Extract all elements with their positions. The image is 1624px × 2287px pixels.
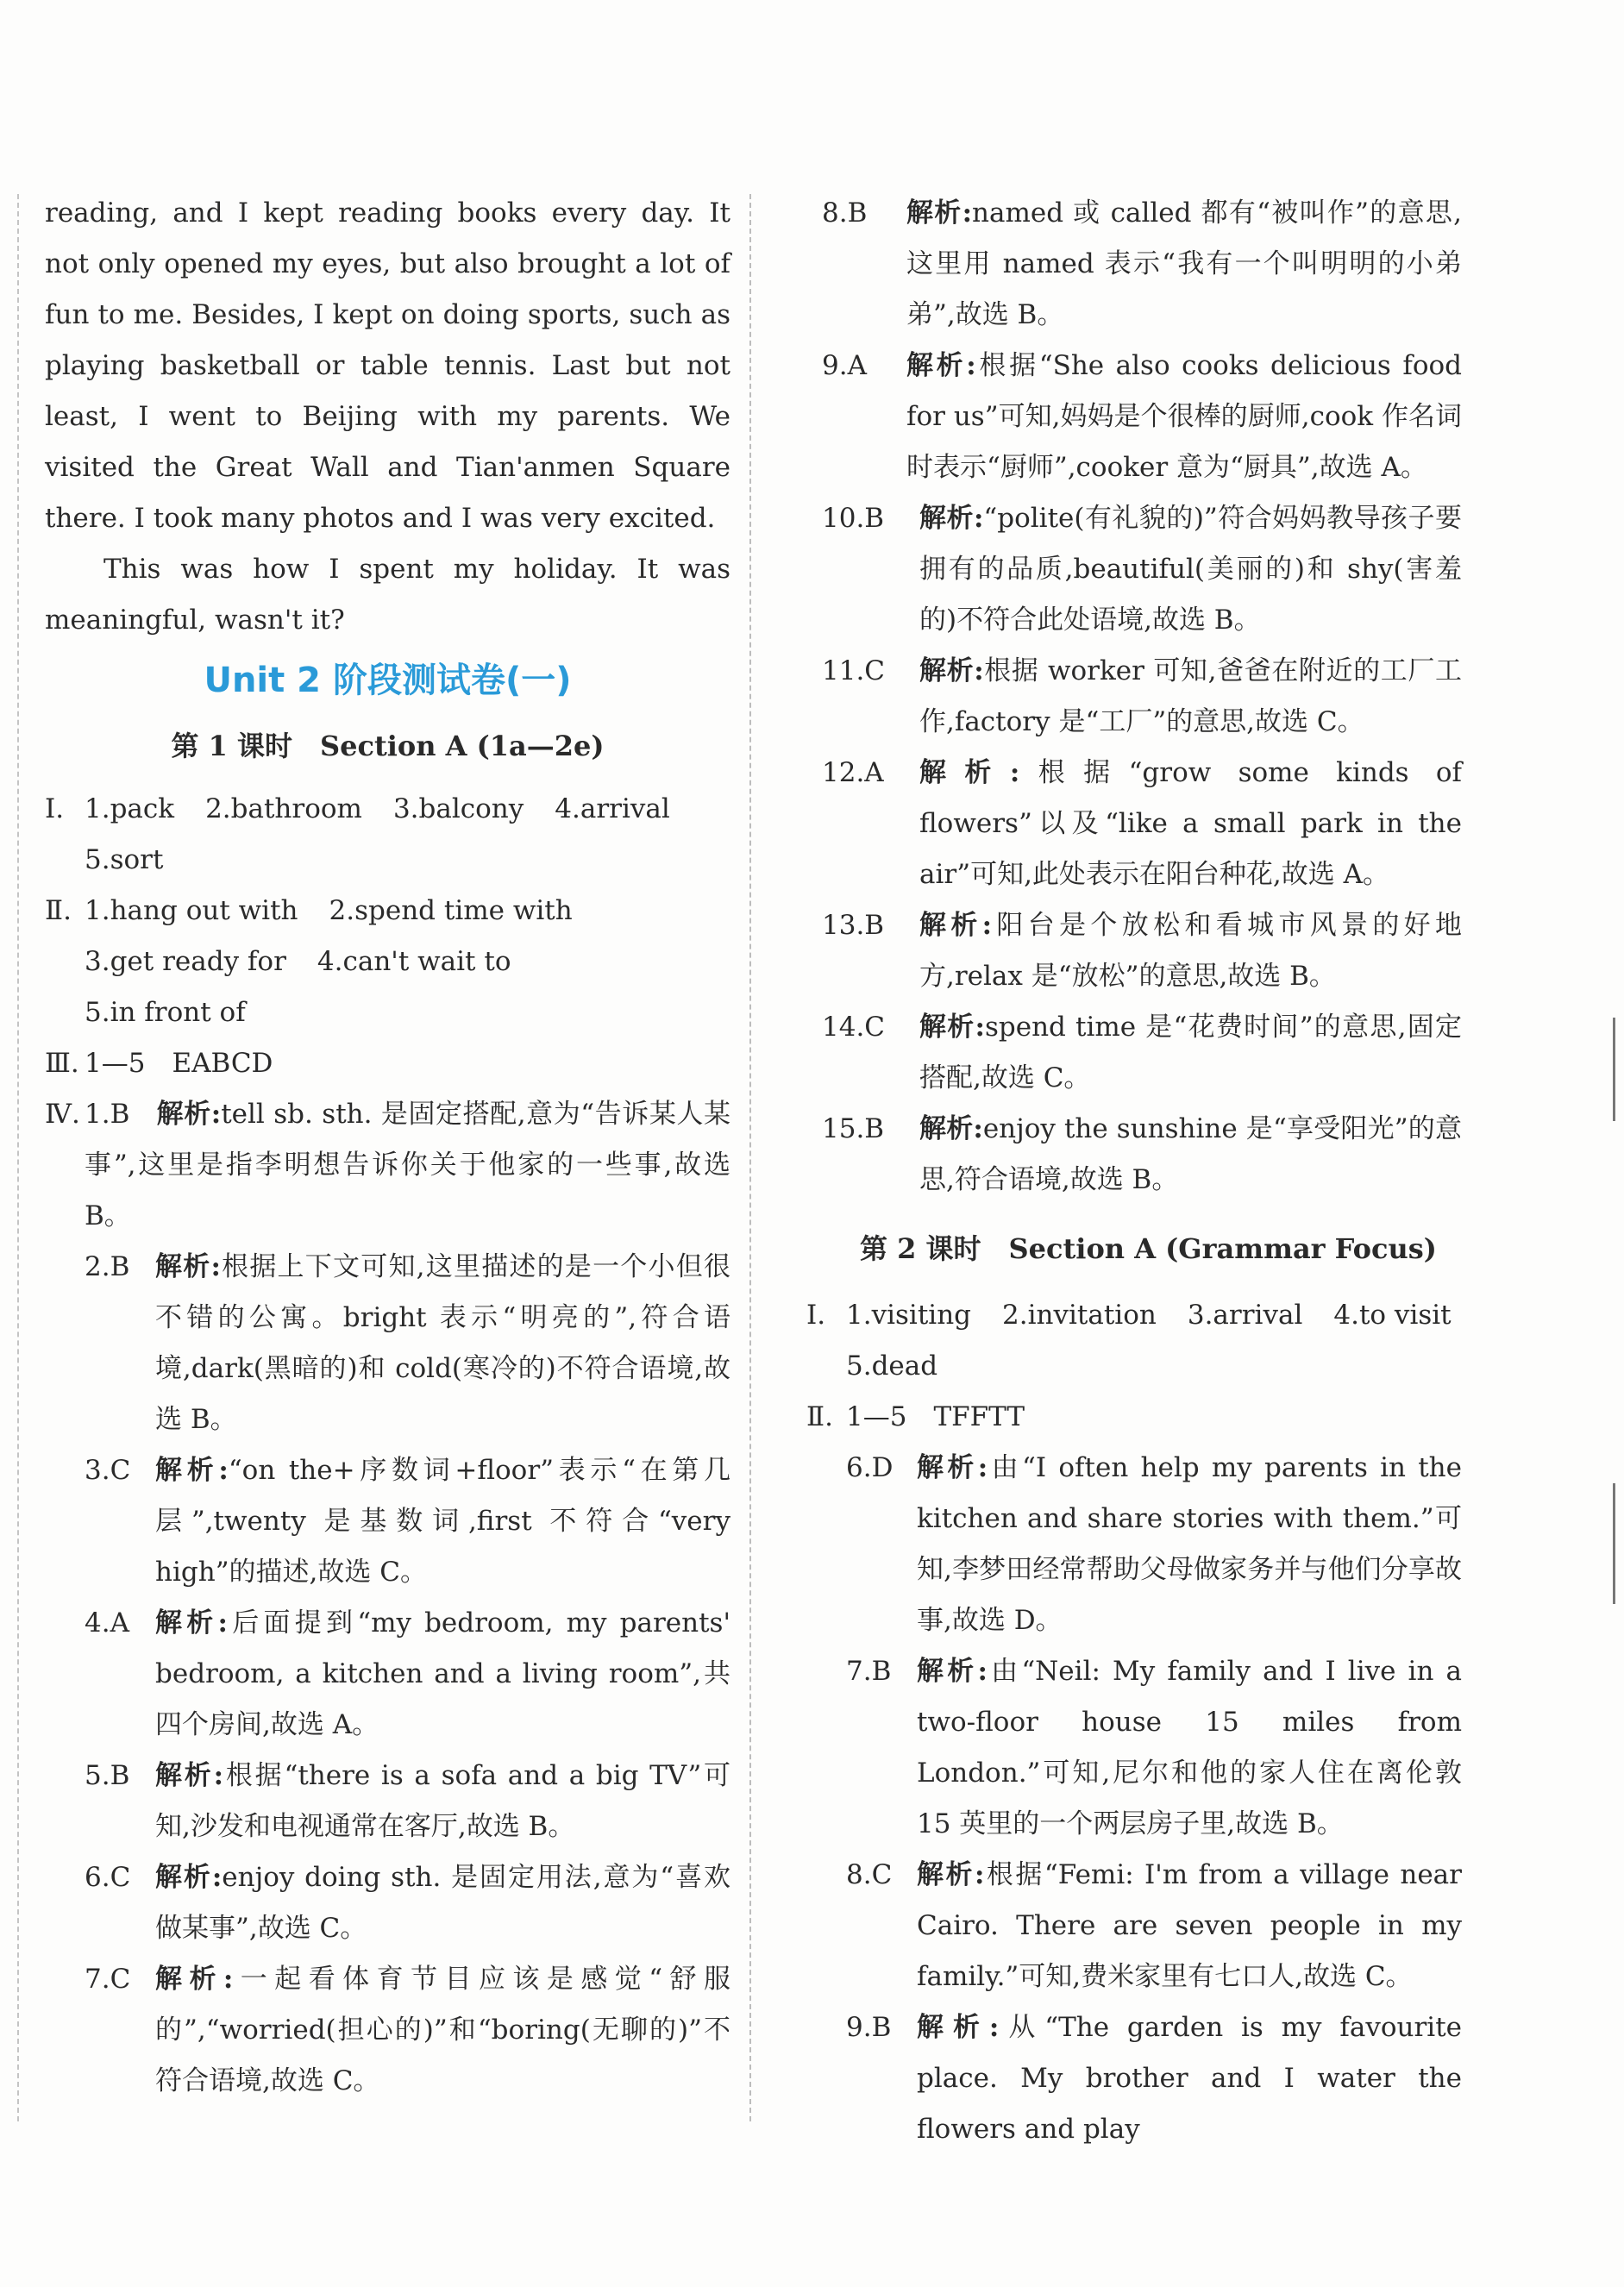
answer-term: 1.visiting <box>846 1300 972 1331</box>
part-iv-item <box>806 1104 1462 1206</box>
item-number: 11.C <box>822 655 886 686</box>
part-ii-row3 <box>45 987 730 1038</box>
answer-term: 2.invitation <box>1002 1300 1157 1331</box>
part-ii-item <box>806 1850 1462 2002</box>
item-number: 12.A <box>822 757 884 788</box>
roman-numeral: Ⅰ. <box>45 793 65 824</box>
item-number: 6.C <box>85 1862 131 1893</box>
analysis-text: 由“Neil: My family and I live in a two-floor house 15 miles from London.”可知,尼尔和他的家人住在离伦敦 15 英里的一个两层房子里,故选 B。 <box>917 1656 1462 1839</box>
analysis-text: 根据“grow some kinds of flowers”以及“like a small park in the air”可知,此处表示在阳台种花,故选 A。 <box>919 757 1462 890</box>
answer-term: 4.can't wait to <box>317 946 511 977</box>
part-iv-item <box>45 1242 730 1445</box>
analysis-label: 解析: <box>919 1113 983 1144</box>
analysis-label: 解析: <box>919 1012 985 1043</box>
analysis-label: 解析: <box>155 1760 224 1791</box>
item-number: 3.C <box>85 1455 131 1486</box>
analysis-text: 一起看体育节目应该是感觉“舒服的”,“worried(担心的)”和“boring(无聊的)”不符合语境,故选 C。 <box>155 1964 730 2096</box>
part-iv-item <box>45 1954 730 2107</box>
answer-term: 5.dead <box>846 1350 938 1382</box>
answer-term: 2.bathroom <box>205 793 362 824</box>
analysis-label: 解析: <box>906 350 976 381</box>
edge-mark <box>1613 1483 1615 1604</box>
answer-term: 4.to visit <box>1333 1300 1452 1331</box>
part-iv-item <box>806 748 1462 900</box>
analysis-label: 解析: <box>919 503 984 534</box>
analysis-text: spend time 是“花费时间”的意思,固定搭配,故选 C。 <box>919 1012 1462 1093</box>
part-iv-item <box>45 1852 730 1954</box>
item-number: 5.B <box>85 1760 130 1791</box>
part-iv-item <box>806 188 1462 341</box>
column-divider <box>749 194 751 2121</box>
analysis-label: 解析: <box>155 1251 221 1282</box>
analysis-label: 解析: <box>919 910 993 941</box>
answer-term: 3.arrival <box>1187 1300 1303 1331</box>
part-iv-item <box>45 1445 730 1598</box>
lesson-title: 第 1 课时 Section A (1a—2e) <box>171 730 605 762</box>
roman-numeral: Ⅳ. <box>45 1099 80 1130</box>
part-i-row2 <box>806 1341 1462 1392</box>
answer-text: 1—5 EABCD <box>85 1048 273 1079</box>
analysis-text: 根据上下文可知,这里描述的是一个小但很不错的公寓。bright 表示“明亮的”,符合语境,dark(黑暗的)和 cold(寒冷的)不符合语境,故选 B。 <box>155 1251 730 1435</box>
part-iii <box>45 1038 730 1089</box>
analysis-text: 根据 worker 可知,爸爸在附近的工厂工作,factory 是“工厂”的意思,故选 C。 <box>919 655 1462 737</box>
part-iv-item <box>806 646 1462 748</box>
part-ii-item <box>806 2002 1462 2155</box>
analysis-label: 解析: <box>155 1964 234 1995</box>
item-number: 6.D <box>846 1452 894 1483</box>
part-i <box>806 1290 1462 1341</box>
analysis-text: 从“The garden is my favourite place. My brother and I water the flowers and play <box>917 2012 1462 2145</box>
roman-numeral: Ⅱ. <box>45 895 72 926</box>
item-number: 9.B <box>846 2012 892 2043</box>
analysis-text: enjoy doing sth. 是固定用法,意为“喜欢做某事”,故选 C。 <box>155 1862 730 1944</box>
answer-term: 3.get ready for <box>85 946 286 977</box>
analysis-text: named 或 called 都有“被叫作”的意思,这里用 named 表示“我有一个叫明明的小弟弟”,故选 B。 <box>906 197 1462 330</box>
analysis-label: 解析: <box>917 1452 988 1483</box>
item-number: 4.A <box>85 1607 129 1638</box>
answer-term: 2.spend time with <box>329 895 573 926</box>
answer-text: 1—5 TFFTT <box>846 1401 1025 1432</box>
part-ii <box>806 1392 1462 1443</box>
part-iv-item <box>45 1751 730 1852</box>
analysis-label: 解析: <box>155 1455 229 1486</box>
analysis-label: 解析: <box>917 2012 1000 2043</box>
roman-numeral: Ⅱ. <box>806 1401 833 1432</box>
analysis-text: 根据“Femi: I'm from a village near Cairo. There are seven people in my family.”可知,费米家里有七口人,故选 C。 <box>917 1859 1462 1992</box>
analysis-label: 解析: <box>906 197 973 229</box>
part-iv-item <box>45 1598 730 1751</box>
part-i <box>45 784 730 835</box>
item-number: 15.B <box>822 1113 885 1144</box>
item-number: 1.B <box>85 1099 130 1130</box>
part-iv-item <box>806 493 1462 646</box>
item-number: 8.B <box>822 197 868 229</box>
item-number: 8.C <box>846 1859 893 1890</box>
answer-term: 4.arrival <box>555 793 670 824</box>
item-number: 7.B <box>846 1656 892 1687</box>
analysis-text: tell sb. sth. 是固定搭配,意为“告诉某人某事”,这里是指李明想告诉你关于他家的一些事,故选 B。 <box>85 1099 730 1231</box>
intro-paragraph: This was how I spent my holiday. It was meaningful, wasn't it? <box>45 554 730 636</box>
analysis-text: 由“I often help my parents in the kitchen and share stories with them.”可知,李梦田经常帮助父母做家务并与他们分享故事,故选 D。 <box>917 1452 1462 1636</box>
intro-paragraph: reading, and I kept reading books every day. It not only opened my eyes, but also brought a lot of fun to me. Besides, I kept on doing sports, such as playing basketball or table tennis. Last but not least, I went to Beijing with my parents. We visited the Great Wall and Tian'anmen Square there. I took many photos and I was very excited. <box>45 197 730 534</box>
analysis-label: 解析: <box>919 655 984 686</box>
analysis-text: “polite(有礼貌的)”符合妈妈教导孩子要拥有的品质,beautiful(美丽的)和 shy(害羞的)不符合此处语境,故选 B。 <box>919 503 1462 636</box>
answer-term: 1.hang out with <box>85 895 298 926</box>
analysis-label: 解析: <box>155 1607 228 1638</box>
roman-numeral: Ⅰ. <box>806 1300 826 1331</box>
item-number: 2.B <box>85 1251 130 1282</box>
analysis-text: 阳台是个放松和看城市风景的好地方,relax 是“放松”的意思,故选 B。 <box>919 910 1463 992</box>
left-margin-dashes <box>17 194 19 2121</box>
unit-title: Unit 2 阶段测试卷(一) <box>204 661 572 700</box>
item-number: 9.A <box>822 350 867 381</box>
answer-term: 5.in front of <box>85 997 246 1028</box>
analysis-label: 解析: <box>156 1099 222 1130</box>
analysis-text: “on the+序数词+floor”表示“在第几层”,twenty 是基数词,first 不符合“very high”的描述,故选 C。 <box>155 1455 730 1588</box>
lesson-title: 第 2 课时 Section A (Grammar Focus) <box>860 1232 1437 1265</box>
analysis-label: 解析: <box>917 1656 988 1687</box>
analysis-text: enjoy the sunshine 是“享受阳光”的意思,符合语境,故选 B。 <box>919 1113 1462 1195</box>
part-ii-item <box>806 1443 1462 1646</box>
analysis-label: 解析: <box>155 1862 223 1893</box>
analysis-text: 根据“there is a sofa and a big TV”可知,沙发和电视通常在客厅,故选 B。 <box>155 1760 730 1842</box>
item-number: 10.B <box>822 503 885 534</box>
part-iv-item <box>806 1002 1462 1104</box>
item-number: 13.B <box>822 910 885 941</box>
analysis-label: 解析: <box>917 1859 985 1890</box>
answer-term: 3.balcony <box>392 793 524 824</box>
item-number: 14.C <box>822 1012 886 1043</box>
item-number: 7.C <box>85 1964 131 1995</box>
answer-term: 5.sort <box>85 844 164 875</box>
edge-mark <box>1613 1018 1615 1121</box>
analysis-text: 根据“She also cooks delicious food for us”可知,妈妈是个很棒的厨师,cook 作名词时表示“厨师”,cooker 意为“厨具”,故选 A。 <box>906 350 1462 483</box>
part-iv-item <box>806 900 1462 1002</box>
part-iv-item <box>45 1089 730 1242</box>
roman-numeral: Ⅲ. <box>45 1048 79 1079</box>
part-iv-item <box>806 341 1462 493</box>
left-column <box>45 188 730 2107</box>
analysis-text: 后面提到“my bedroom, my parents' bedroom, a kitchen and a living room”,共四个房间,故选 A。 <box>155 1607 730 1740</box>
part-ii <box>45 886 730 937</box>
analysis-label: 解析: <box>919 757 1020 788</box>
part-ii-row2 <box>45 937 730 987</box>
answer-term: 1.pack <box>85 793 175 824</box>
part-ii-item <box>806 1646 1462 1850</box>
part-i-row2 <box>45 835 730 886</box>
right-column <box>806 188 1462 2155</box>
